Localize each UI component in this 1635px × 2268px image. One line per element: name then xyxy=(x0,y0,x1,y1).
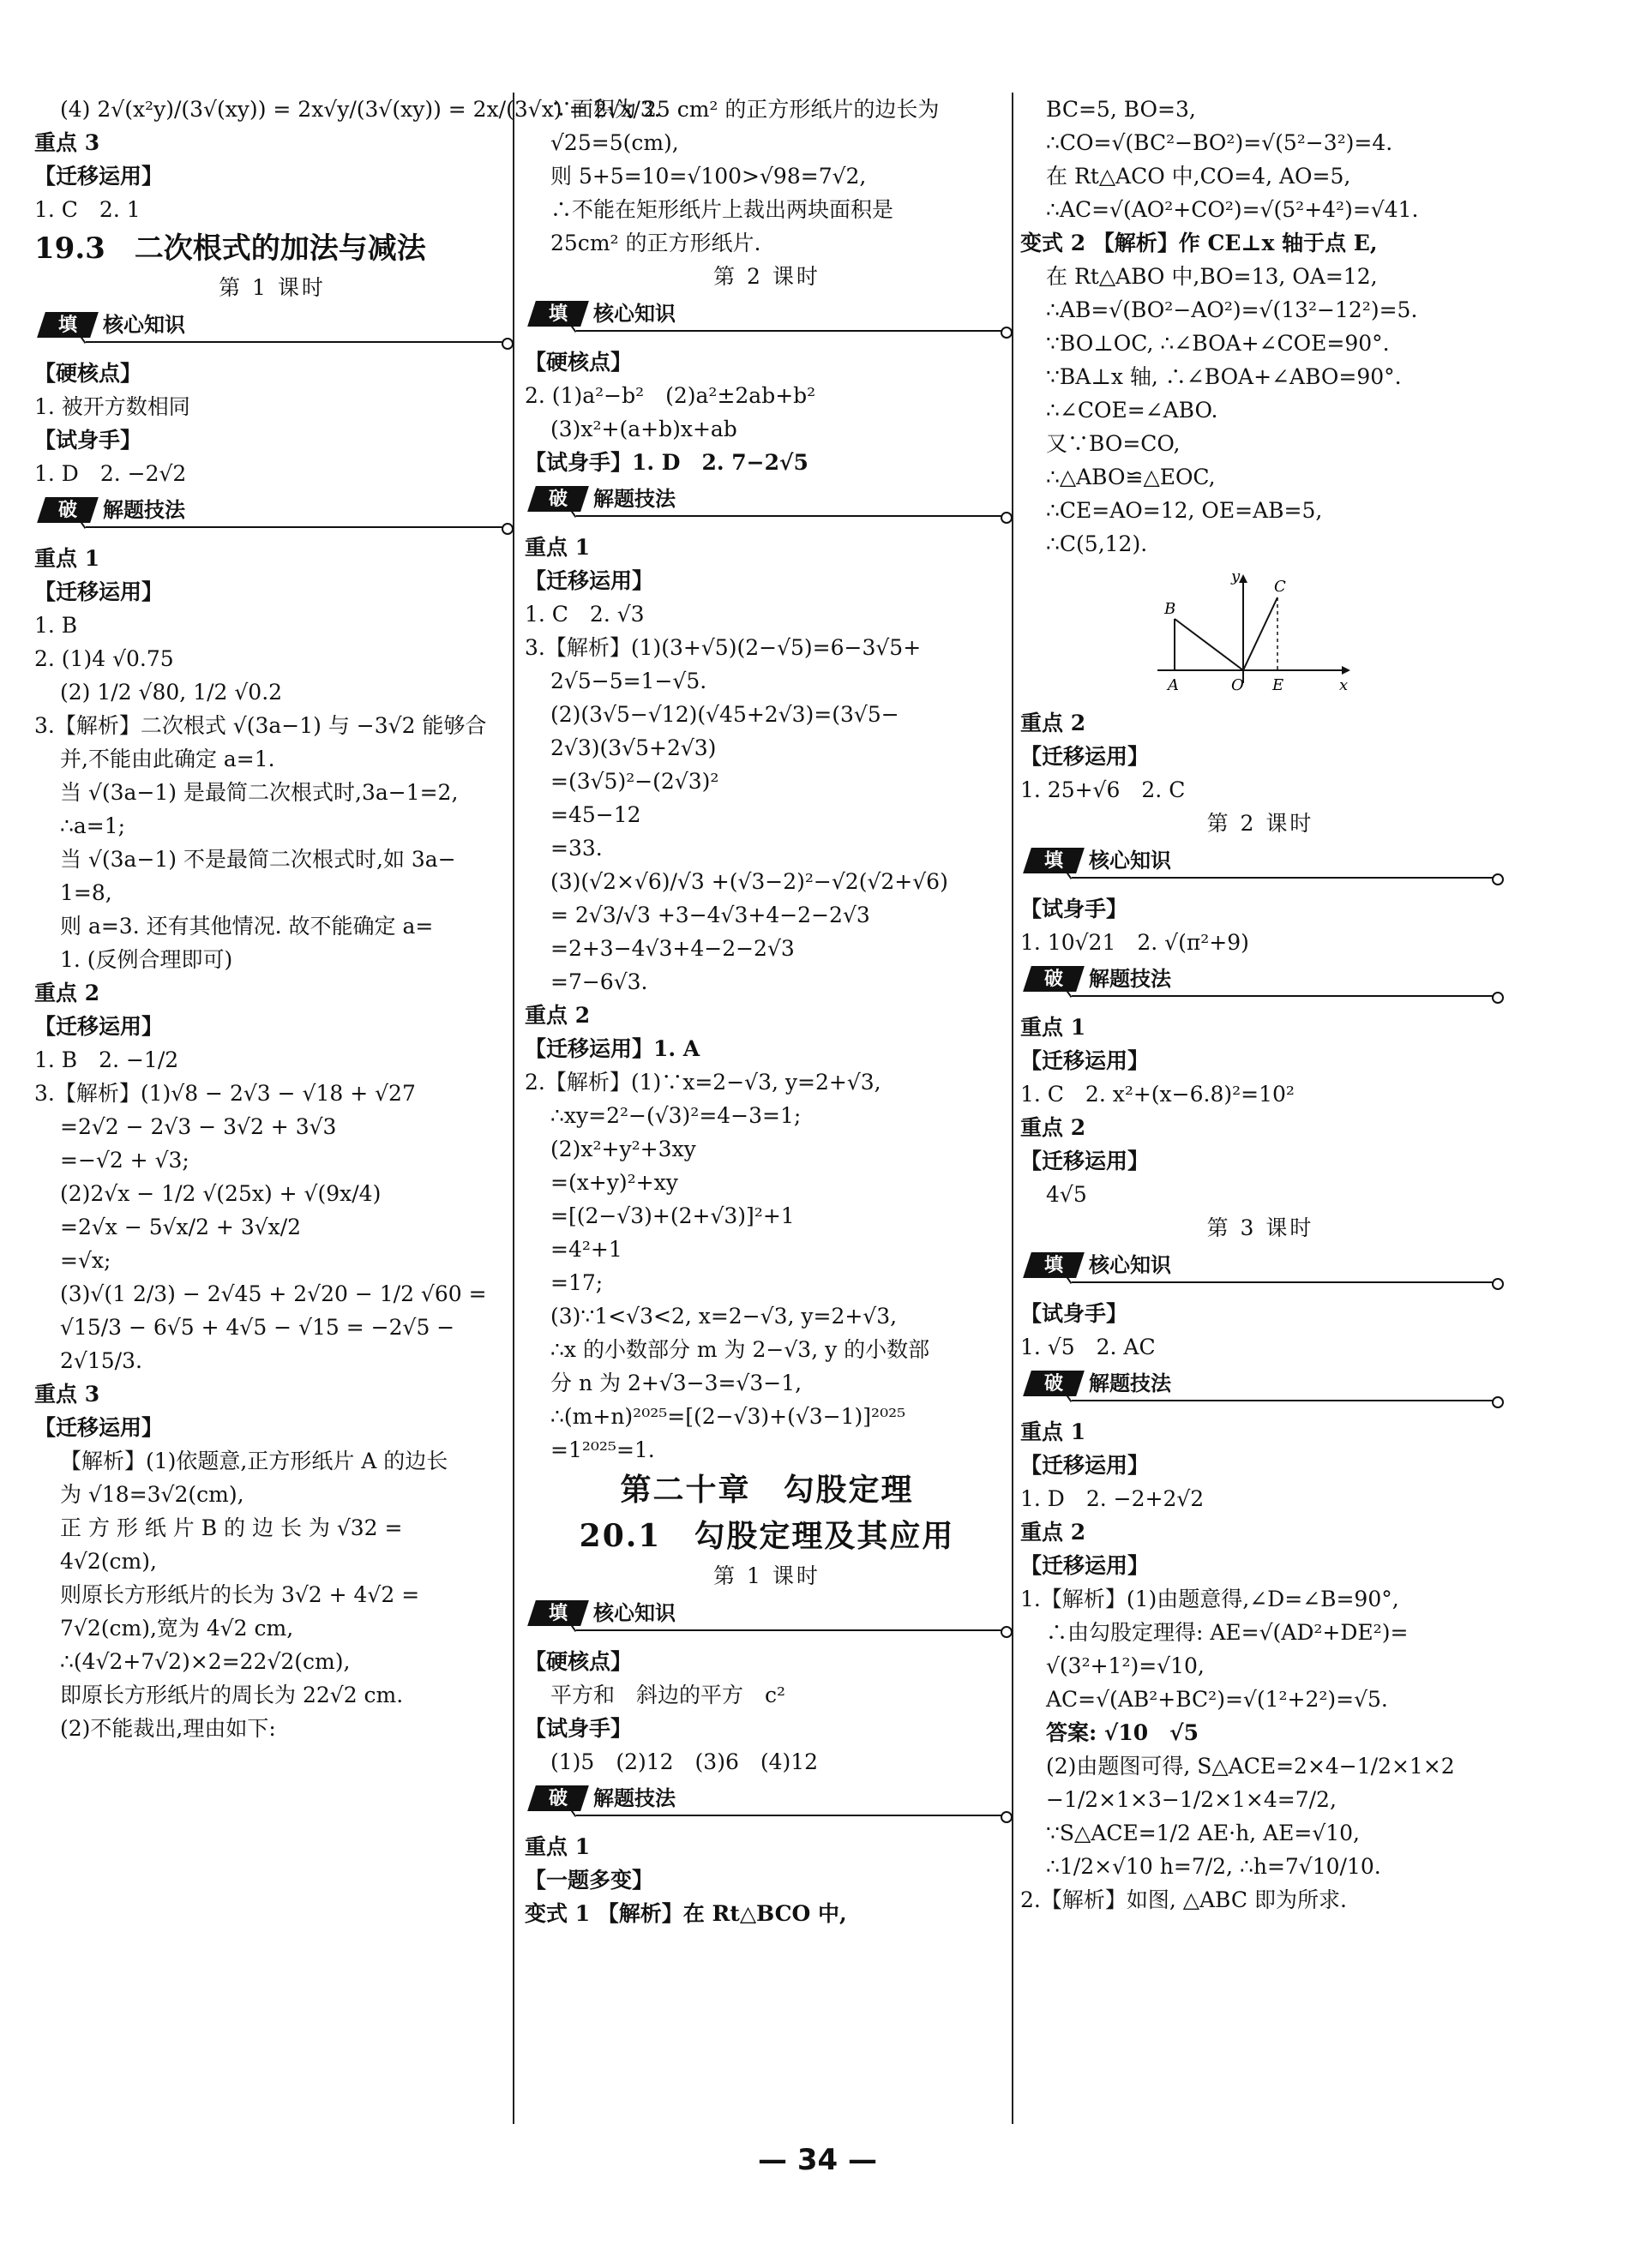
banner-rule xyxy=(1072,995,1500,997)
text-line: 则 5+5=10=√100>√98=7√2, xyxy=(550,164,867,189)
text-line: √25=5(cm), xyxy=(550,130,679,155)
subheading: 变式 1 【解析】在 Rt△BCO 中, xyxy=(525,1901,847,1926)
banner-label: 核心知识 xyxy=(1089,1253,1171,1277)
y-axis-arrow xyxy=(1239,574,1247,583)
text-line: =7−6√3. xyxy=(550,969,648,994)
text-line: 1. C 2. x²+(x−6.8)²=10² xyxy=(1020,1082,1295,1107)
section-banner-core-knowledge xyxy=(525,297,1009,333)
subheading: 重点 2 xyxy=(1020,711,1086,735)
section-banner-core-knowledge xyxy=(525,1597,1009,1633)
text-line: =−√2 + √3; xyxy=(60,1148,189,1173)
text-line: 分 n 为 2+√3−3=√3−1, xyxy=(550,1371,802,1395)
text-line: 1. 被开方数相同 xyxy=(34,394,190,419)
text-line: 【解析】(1)依题意,正方形纸片 A 的边长 xyxy=(60,1449,448,1473)
text-line: (2)2√x − 1/2 √(25x) + √(9x/4) xyxy=(60,1181,382,1206)
text-line: (3)√(1 2/3) − 2√45 + 2√20 − 1/2 √60 = xyxy=(60,1281,487,1306)
banner-tag-text: 填 xyxy=(548,303,568,325)
banner-tag-text: 破 xyxy=(548,1787,568,1809)
column-3-top xyxy=(1020,93,1500,561)
section-heading: 19.3 二次根式的加法与减法 xyxy=(34,231,426,266)
text-line: 4√2(cm), xyxy=(60,1549,157,1574)
banner-rule xyxy=(576,1629,1009,1631)
text-line: ∴C(5,12). xyxy=(1046,531,1148,556)
text-line: 2.【解析】如图, △ABC 即为所求. xyxy=(1020,1887,1347,1912)
text-line: =33. xyxy=(550,836,603,861)
text-line: 1. (反例合理即可) xyxy=(60,947,233,972)
text-line: 当 √(3a−1) 是最简二次根式时,3a−1=2, xyxy=(60,780,459,805)
text-line: 在 Rt△ACO 中,CO=4, AO=5, xyxy=(1046,164,1351,189)
text-line: =1²⁰²⁵=1. xyxy=(550,1437,655,1462)
text-line: 1. B xyxy=(34,613,78,638)
subheading: 【硬核点】 xyxy=(525,1649,633,1674)
subheading: 重点 1 xyxy=(1020,1015,1086,1040)
text-line: 2√15/3. xyxy=(60,1348,142,1373)
text-line: 1. D 2. −2√2 xyxy=(34,461,187,486)
text-line: = 2√3/√3 +3−4√3+4−2−2√3 xyxy=(550,903,870,927)
x-axis-arrow xyxy=(1342,666,1350,675)
text-line: 2.【解析】(1)∵x=2−√3, y=2+√3, xyxy=(525,1070,881,1095)
subheading: 【试身手】1. D 2. 7−2√5 xyxy=(525,450,808,475)
label-b: B xyxy=(1164,600,1176,618)
column-divider-1 xyxy=(513,93,514,2124)
subheading: 【试身手】 xyxy=(34,428,142,453)
text-line: (3)∵1<√3<2, x=2−√3, y=2+√3, xyxy=(550,1304,898,1329)
subheading: 重点 2 xyxy=(525,1003,591,1028)
text-line: =√x; xyxy=(60,1248,111,1273)
text-line: ∴xy=2²−(√3)²=4−3=1; xyxy=(550,1103,802,1128)
banner-label: 解题技法 xyxy=(593,1786,676,1810)
text-line: ∴1/2×√10 h=7/2, ∴h=7√10/10. xyxy=(1046,1854,1381,1879)
text-line: 4√5 xyxy=(1046,1182,1087,1207)
text-line: ∴不能在矩形纸片上裁出两块面积是 xyxy=(550,197,894,222)
text-line: (3)(√2×√6)/√3 +(√3−2)²−√2(√2+√6) xyxy=(550,869,948,894)
label-c: C xyxy=(1274,578,1286,596)
page-number: — 34 — xyxy=(758,2143,877,2177)
text-line: BC=5, BO=3, xyxy=(1046,97,1196,122)
column-2 xyxy=(525,93,1009,1930)
text-line: √15/3 − 6√5 + 4√5 − √15 = −2√5 − xyxy=(60,1315,455,1340)
text-line: =2+3−4√3+4−2−2√3 xyxy=(550,936,795,961)
text-line: (2) 1/2 √80, 1/2 √0.2 xyxy=(60,680,283,705)
banner-rule xyxy=(576,330,1009,332)
text-line: 3.【解析】(1)√8 − 2√3 − √18 + √27 xyxy=(34,1081,416,1106)
subheading: 【迁移运用】 xyxy=(1020,1553,1150,1578)
subheading: 【迁移运用】 xyxy=(34,164,164,189)
text-line: 1. 10√21 2. √(π²+9) xyxy=(1020,930,1249,955)
text-line: =45−12 xyxy=(550,802,641,827)
text-line: =4²+1 xyxy=(550,1237,622,1262)
section-banner-solving-methods xyxy=(1020,963,1500,999)
banner-rule xyxy=(576,1815,1009,1816)
lesson-heading: 第 1 课时 xyxy=(219,275,326,300)
subheading: 【迁移运用】 xyxy=(34,1415,164,1440)
text-line: (3)x²+(a+b)x+ab xyxy=(550,417,737,441)
column-3 xyxy=(1020,93,1500,1917)
text-line: 1. 25+√6 2. C xyxy=(1020,777,1186,802)
banner-rule xyxy=(1072,1400,1500,1401)
banner-tag-text: 填 xyxy=(548,1602,568,1624)
text-line: 1. D 2. −2+2√2 xyxy=(1020,1486,1205,1511)
banner-tag-text: 破 xyxy=(548,488,568,510)
subheading: 【迁移运用】 xyxy=(525,568,654,593)
subheading: 【迁移运用】 xyxy=(1020,1149,1150,1173)
text-line: 又∵BO=CO, xyxy=(1046,431,1181,456)
section-banner-solving-methods xyxy=(525,1782,1009,1818)
text-line: =(3√5)²−(2√3)² xyxy=(550,769,719,794)
text-line: (2)由题图可得, S△ACE=2×4−1/2×1×2 xyxy=(1046,1754,1455,1779)
text-line: ∴x 的小数部分 m 为 2−√3, y 的小数部 xyxy=(550,1337,930,1362)
banner-rule xyxy=(86,526,510,528)
section-banner-core-knowledge xyxy=(34,309,510,345)
section-banner-solving-methods xyxy=(525,483,1009,519)
banner-tag-text: 填 xyxy=(57,314,77,336)
section-banner-solving-methods xyxy=(34,494,510,530)
banner-tag-text: 填 xyxy=(1043,849,1063,872)
text-line: =17; xyxy=(550,1270,604,1295)
subheading: 【迁移运用】 xyxy=(1020,1048,1150,1073)
subheading: 【试身手】 xyxy=(1020,1301,1128,1326)
label-a: A xyxy=(1168,676,1179,694)
section-banner-core-knowledge xyxy=(1020,1249,1500,1285)
subheading: 重点 3 xyxy=(34,1382,100,1407)
text-line: 2. (1)4 √0.75 xyxy=(34,646,174,671)
text-line: =[(2−√3)+(2+√3)]²+1 xyxy=(550,1203,795,1228)
text-line: ∵面积为 25 cm² 的正方形纸片的边长为 xyxy=(550,97,940,122)
banner-tag-text: 破 xyxy=(1043,968,1063,990)
banner-rule xyxy=(576,515,1009,517)
text-line: 25cm² 的正方形纸片. xyxy=(550,231,761,255)
text-line: (4) 2√(x²y)/(3√(xy)) = 2x√y/(3√(xy)) = 2x/(3√x) = 2√x/3. xyxy=(60,97,661,122)
text-line: 1=8, xyxy=(60,880,112,905)
text-line: ∴CO=√(BC²−BO²)=√(5²−3²)=4. xyxy=(1046,130,1393,155)
subheading: 变式 2 【解析】作 CE⊥x 轴于点 E, xyxy=(1020,231,1378,255)
text-line: 3.【解析】(1)(3+√5)(2−√5)=6−3√5+ xyxy=(525,635,922,660)
subheading: 【迁移运用】 xyxy=(34,579,164,604)
text-line: ∴△ABO≌△EOC, xyxy=(1046,465,1216,489)
text-line: 1. C 2. 1 xyxy=(34,197,141,222)
text-line: =2√2 − 2√3 − 3√2 + 3√3 xyxy=(60,1114,337,1139)
banner-label: 核心知识 xyxy=(103,313,185,337)
text-line: ∵BO⊥OC, ∴∠BOA+∠COE=90°. xyxy=(1046,331,1390,356)
text-line: ∴AC=√(AO²+CO²)=√(5²+4²)=√41. xyxy=(1046,197,1419,222)
subheading: 【硬核点】 xyxy=(34,361,142,386)
text-line: ∴(m+n)²⁰²⁵=[(2−√3)+(√3−1)]²⁰²⁵ xyxy=(550,1404,906,1429)
banner-rule xyxy=(1072,877,1500,879)
subheading: 重点 1 xyxy=(525,535,591,560)
text-line: ∴由勾股定理得: AE=√(AD²+DE²)= xyxy=(1046,1620,1409,1645)
text-line: 2√3)(3√5+2√3) xyxy=(550,735,717,760)
label-y: y xyxy=(1231,567,1241,585)
text-line: 则 a=3. 还有其他情况. 故不能确定 a= xyxy=(60,914,434,939)
text-line: (2)x²+y²+3xy xyxy=(550,1137,696,1161)
text-line: 1. B 2. −1/2 xyxy=(34,1047,179,1072)
banner-label: 解题技法 xyxy=(593,487,676,511)
section-banner-solving-methods xyxy=(1020,1367,1500,1403)
text-line: ∴AB=√(BO²−AO²)=√(13²−12²)=5. xyxy=(1046,297,1418,322)
segment-bo xyxy=(1175,619,1243,670)
text-line: =2√x − 5√x/2 + 3√x/2 xyxy=(60,1215,302,1239)
banner-tag-text: 填 xyxy=(1043,1254,1063,1276)
lesson-heading: 第 3 课时 xyxy=(1206,1215,1314,1240)
banner-rule xyxy=(86,341,510,343)
section-banner-core-knowledge xyxy=(1020,844,1500,880)
subheading: 【迁移运用】 xyxy=(1020,1453,1150,1478)
subheading: 【迁移运用】 xyxy=(1020,744,1150,769)
subheading: 重点 1 xyxy=(525,1834,591,1859)
banner-tag-text: 破 xyxy=(1043,1372,1063,1395)
text-line: (2)不能裁出,理由如下: xyxy=(60,1716,276,1741)
label-e: E xyxy=(1272,676,1284,694)
text-line: 即原长方形纸片的周长为 22√2 cm. xyxy=(60,1683,404,1707)
text-line: AC=√(AB²+BC²)=√(1²+2²)=√5. xyxy=(1046,1687,1388,1712)
lesson-heading: 第 1 课时 xyxy=(713,1563,821,1588)
text-line: ∴(4√2+7√2)×2=22√2(cm), xyxy=(60,1649,351,1674)
banner-label: 解题技法 xyxy=(1089,1371,1171,1395)
text-line: −1/2×1×3−1/2×1×4=7/2, xyxy=(1046,1787,1337,1812)
banner-label: 解题技法 xyxy=(103,498,185,522)
text-line: 在 Rt△ABO 中,BO=13, OA=12, xyxy=(1046,264,1378,289)
text-line: ∴a=1; xyxy=(60,813,126,838)
chapter-heading: 20.1 勾股定理及其应用 xyxy=(579,1518,955,1554)
chapter-heading: 第二十章 勾股定理 xyxy=(620,1472,914,1508)
subheading: 重点 2 xyxy=(1020,1520,1086,1545)
text-line: (1)5 (2)12 (3)6 (4)12 xyxy=(550,1749,819,1774)
text-line: ∵BA⊥x 轴, ∴∠BOA+∠ABO=90°. xyxy=(1046,364,1402,389)
text-line: 2√5−5=1−√5. xyxy=(550,669,707,693)
text-line: 1.【解析】(1)由题意得,∠D=∠B=90°, xyxy=(1020,1587,1399,1611)
text-line: 1. C 2. √3 xyxy=(525,602,645,627)
text-line: 2. (1)a²−b² (2)a²±2ab+b² xyxy=(525,383,816,408)
subheading: 【迁移运用】1. A xyxy=(525,1036,700,1061)
banner-tag-text: 破 xyxy=(57,499,77,521)
text-line: 正 方 形 纸 片 B 的 边 长 为 √32 = xyxy=(60,1515,403,1540)
subheading: 重点 2 xyxy=(1020,1115,1086,1140)
text-line: 当 √(3a−1) 不是最简二次根式时,如 3a− xyxy=(60,847,456,872)
coordinate-figure xyxy=(1149,567,1355,696)
text-line: =(x+y)²+xy xyxy=(550,1170,678,1195)
banner-label: 核心知识 xyxy=(1089,849,1171,873)
subheading: 【试身手】 xyxy=(525,1716,633,1741)
text-line: 7√2(cm),宽为 4√2 cm, xyxy=(60,1616,294,1641)
subheading: 【试身手】 xyxy=(1020,897,1128,921)
subheading: 答案: √10 √5 xyxy=(1046,1720,1199,1745)
text-line: 平方和 斜边的平方 c² xyxy=(550,1683,786,1707)
banner-rule xyxy=(1072,1281,1500,1283)
label-o: O xyxy=(1231,676,1244,694)
label-x: x xyxy=(1339,676,1349,694)
banner-label: 核心知识 xyxy=(593,1601,676,1625)
text-line: 并,不能由此确定 a=1. xyxy=(60,747,275,771)
text-line: 1. √5 2. AC xyxy=(1020,1335,1156,1359)
text-line: ∵S△ACE=1/2 AE·h, AE=√10, xyxy=(1046,1821,1361,1845)
lesson-heading: 第 2 课时 xyxy=(713,264,821,289)
subheading: 重点 1 xyxy=(34,546,100,571)
segment-oc xyxy=(1243,597,1277,670)
banner-label: 解题技法 xyxy=(1089,967,1171,991)
text-line: ∴∠COE=∠ABO. xyxy=(1046,398,1218,423)
text-line: √(3²+1²)=√10, xyxy=(1046,1653,1205,1678)
subheading: 重点 3 xyxy=(34,130,100,155)
text-line: 则原长方形纸片的长为 3√2 + 4√2 = xyxy=(60,1582,420,1607)
subheading: 重点 1 xyxy=(1020,1419,1086,1444)
text-line: (2)(3√5−√12)(√45+2√3)=(3√5− xyxy=(550,702,899,727)
text-line: 3.【解析】二次根式 √(3a−1) 与 −3√2 能够合 xyxy=(34,713,487,738)
text-line: 为 √18=3√2(cm), xyxy=(60,1482,244,1507)
subheading: 重点 2 xyxy=(34,981,100,1005)
text-line: ∴CE=AO=12, OE=AB=5, xyxy=(1046,498,1323,523)
subheading: 【一题多变】 xyxy=(525,1868,654,1893)
subheading: 【迁移运用】 xyxy=(34,1014,164,1039)
banner-label: 核心知识 xyxy=(593,302,676,326)
column-3-bottom xyxy=(1020,706,1500,1917)
lesson-heading: 第 2 课时 xyxy=(1206,811,1314,836)
subheading: 【硬核点】 xyxy=(525,350,633,375)
